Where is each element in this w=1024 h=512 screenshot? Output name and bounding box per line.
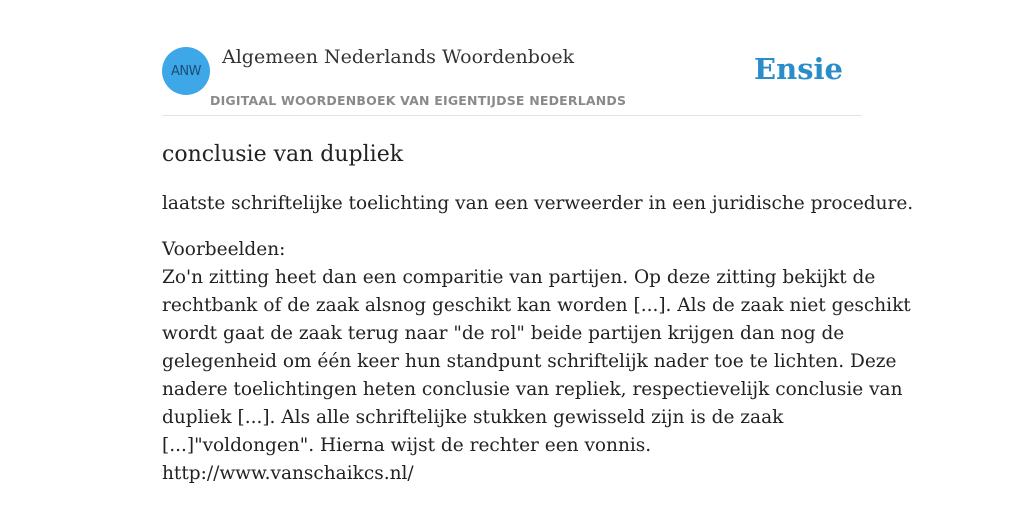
example-line: wordt gaat de zaak terug naar "de rol" beide partijen krijgen dan nog de (162, 323, 845, 344)
source-link[interactable]: http://www.vanschaikcs.nl/ (162, 463, 414, 484)
example-line: gelegenheid om één keer hun standpunt schriftelijk nader toe te lichten. Deze (162, 351, 897, 372)
entry-content (162, 140, 914, 488)
examples-label: Voorbeelden: (162, 239, 286, 260)
anw-logo[interactable] (162, 47, 210, 95)
example-line: [...]"voldongen". Hierna wijst de rechter een vonnis. (162, 435, 652, 456)
entry-term: conclusie van dupliek (162, 142, 404, 167)
example-line: nadere toelichtingen heten conclusie van repliek, respectievelijk conclusie van (162, 379, 903, 400)
dictionary-subtitle: DIGITAAL WOORDENBOEK VAN EIGENTIJDSE NEDERLANDS (210, 93, 627, 108)
ensie-brand-logo[interactable]: Ensie (754, 52, 843, 86)
logo-text: ANW (171, 63, 201, 79)
example-line: rechtbank of de zaak alsnog geschikt kan worden [...]. Als de zaak niet geschikt (162, 295, 911, 316)
header (162, 0, 862, 116)
examples-block (162, 236, 911, 488)
entry-definition: laatste schriftelijke toelichting van een verweerder in een juridische procedure. (162, 193, 914, 214)
example-line: dupliek [...]. Als alle schriftelijke stukken gewisseld zijn is de zaak (162, 407, 784, 428)
dictionary-title[interactable]: Algemeen Nederlands Woordenboek (222, 46, 575, 68)
example-line: Zo'n zitting heet dan een comparitie van partijen. Op deze zitting bekijkt de (162, 267, 876, 288)
